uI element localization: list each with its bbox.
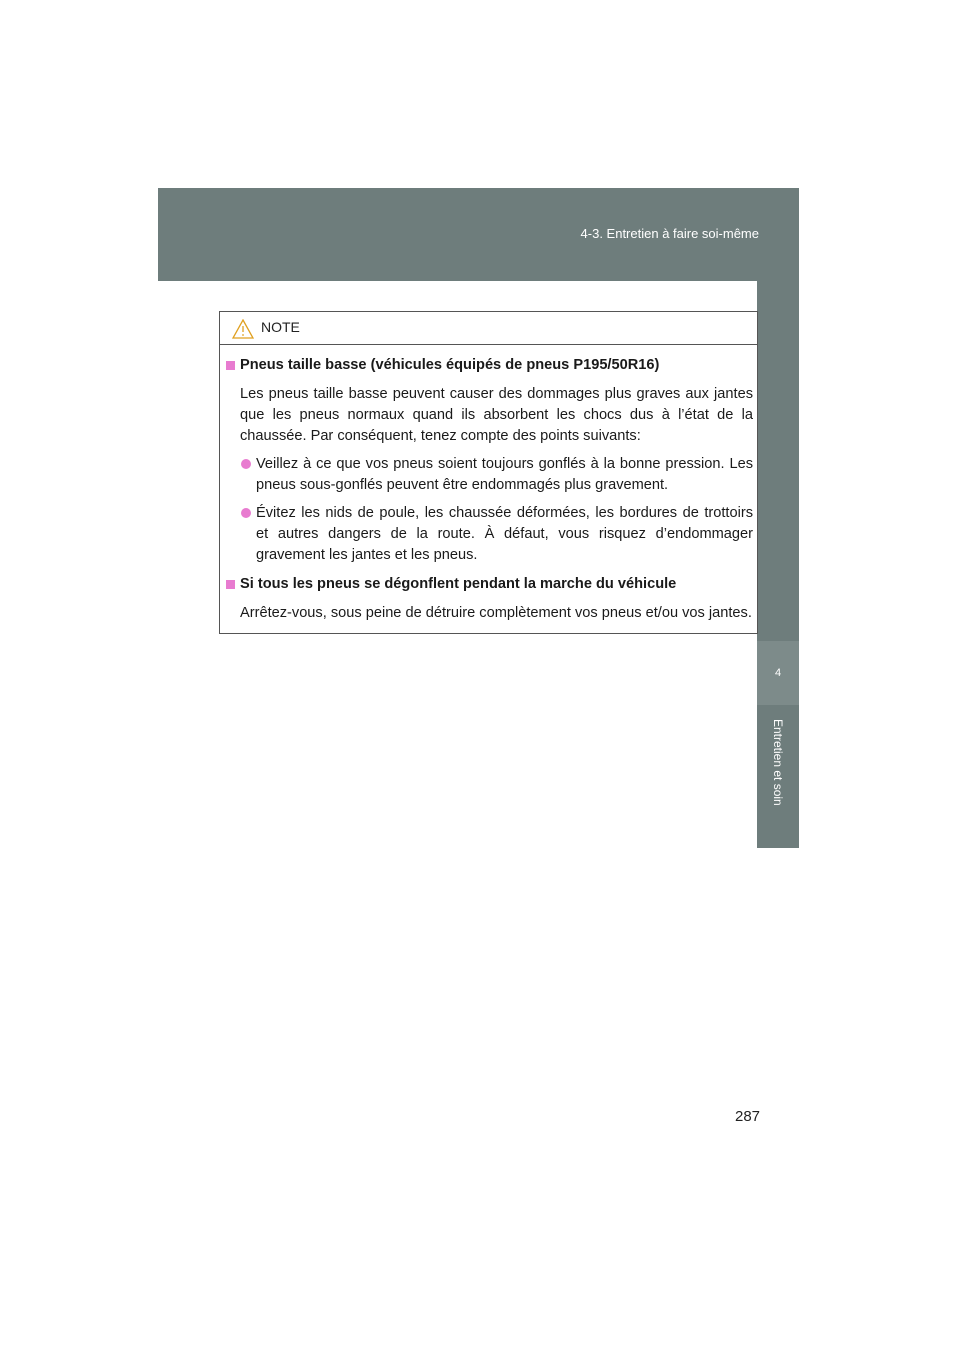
section-heading bbox=[224, 355, 753, 376]
list-item-text: Évitez les nids de poule, les chaussée déformées, les bordures de trottoirs et autres dangers de la route. À défaut, vous risquez d’endommager gravement les jantes et les pneus. bbox=[256, 505, 753, 563]
chapter-label: Entretien et soin bbox=[771, 719, 785, 806]
round-bullet-icon bbox=[241, 508, 251, 518]
note-body bbox=[220, 345, 757, 624]
chapter-side-tab bbox=[757, 281, 799, 848]
note-heading: NOTE bbox=[261, 319, 300, 335]
square-bullet-icon bbox=[226, 580, 235, 589]
section-title: 4-3. Entretien à faire soi-même bbox=[580, 226, 759, 241]
section-heading bbox=[224, 574, 753, 595]
list-item-text: Veillez à ce que vos pneus soient toujours gonflés à la bonne pression. Les pneus sous-gonflés peuvent être endommagés plus gravement. bbox=[256, 456, 753, 493]
chapter-number: 4 bbox=[757, 641, 799, 705]
round-bullet-icon bbox=[241, 459, 251, 469]
section-paragraph: Arrêtez-vous, sous peine de détruire complètement vos pneus et/ou vos jantes. bbox=[240, 605, 752, 621]
header-band bbox=[158, 188, 799, 281]
list-item bbox=[224, 503, 753, 566]
section-heading-text: Si tous les pneus se dégonflent pendant la marche du véhicule bbox=[240, 576, 677, 592]
note-header bbox=[220, 312, 757, 345]
page-number: 287 bbox=[735, 1108, 761, 1125]
square-bullet-icon bbox=[226, 361, 235, 370]
section-paragraph: Les pneus taille basse peuvent causer des dommages plus graves aux jantes que les pneus normaux quand ils absorbent les chocs dus à l’état de la chaussée. Par conséquent, tenez compte des points suivants: bbox=[240, 386, 753, 444]
section-heading-text: Pneus taille basse (véhicules équipés de pneus P195/50R16) bbox=[240, 357, 660, 373]
note-box bbox=[219, 311, 758, 634]
list-item bbox=[224, 454, 753, 496]
warning-triangle-icon bbox=[232, 319, 254, 339]
